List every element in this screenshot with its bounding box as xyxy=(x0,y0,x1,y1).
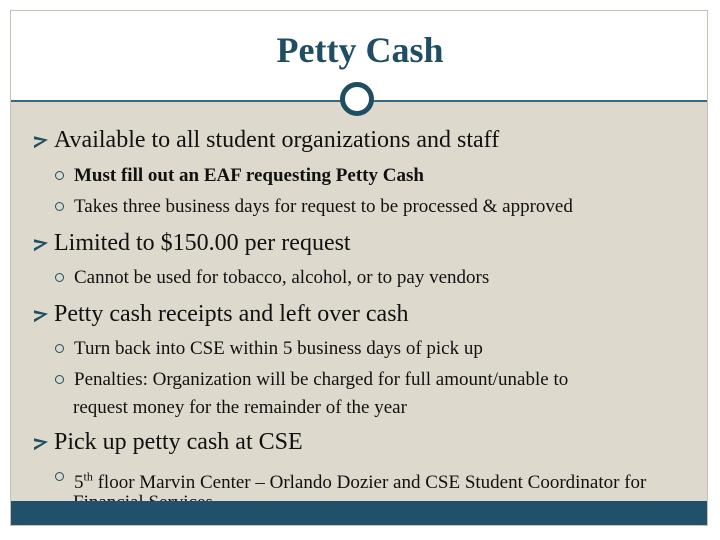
sub-bullet-item xyxy=(55,162,424,190)
floor-location-text: floor Marvin Center – Orlando Dozier and CSE Student Coordinator for xyxy=(92,472,647,494)
bullet-text: Pick up petty cash at CSE xyxy=(54,429,303,455)
triangle-bullet-icon xyxy=(34,436,48,450)
sub-bullet-text: Turn back into CSE within 5 business days of pick up xyxy=(74,338,483,359)
sub-bullet-item xyxy=(55,366,568,394)
ordinal-suffix: th xyxy=(83,470,93,484)
sub-bullet-text: request money for the remainder of the year xyxy=(73,397,407,418)
ordinal-number: 5 xyxy=(74,472,84,494)
bullet-text: Available to all student organizations and staff xyxy=(54,127,500,153)
bullet-text: Petty cash receipts and left over cash xyxy=(54,301,409,327)
triangle-bullet-icon xyxy=(34,237,48,251)
sub-bullet-text: Cannot be used for tobacco, alcohol, or to pay vendors xyxy=(74,267,490,288)
slide-title: Petty Cash xyxy=(276,30,444,70)
circle-bullet-icon xyxy=(55,202,64,211)
sub-bullet-text: Penalties: Organization will be charged for full amount/unable to xyxy=(74,369,569,390)
bullet-item xyxy=(34,126,499,154)
circle-bullet-icon xyxy=(55,344,64,353)
bullet-item xyxy=(34,300,409,328)
sub-bullet-text: Must fill out an EAF requesting Petty Cash xyxy=(74,165,424,186)
bullet-item xyxy=(34,428,303,456)
bullet-item xyxy=(34,229,351,257)
sub-bullet-item xyxy=(55,193,573,221)
sub-bullet-text: Takes three business days for request to be processed & approved xyxy=(74,196,573,217)
sub-bullet-item xyxy=(55,264,489,292)
circle-bullet-icon xyxy=(55,375,64,384)
triangle-bullet-icon xyxy=(34,134,48,148)
triangle-bullet-icon xyxy=(34,308,48,322)
sub-bullet-continuation xyxy=(55,394,407,422)
sub-bullet-item xyxy=(55,335,483,363)
bullet-text: Limited to $150.00 per request xyxy=(54,230,351,256)
circle-bullet-icon xyxy=(55,171,64,180)
bottom-bar xyxy=(11,501,707,525)
circle-bullet-icon xyxy=(55,472,64,481)
circle-bullet-icon xyxy=(55,273,64,282)
